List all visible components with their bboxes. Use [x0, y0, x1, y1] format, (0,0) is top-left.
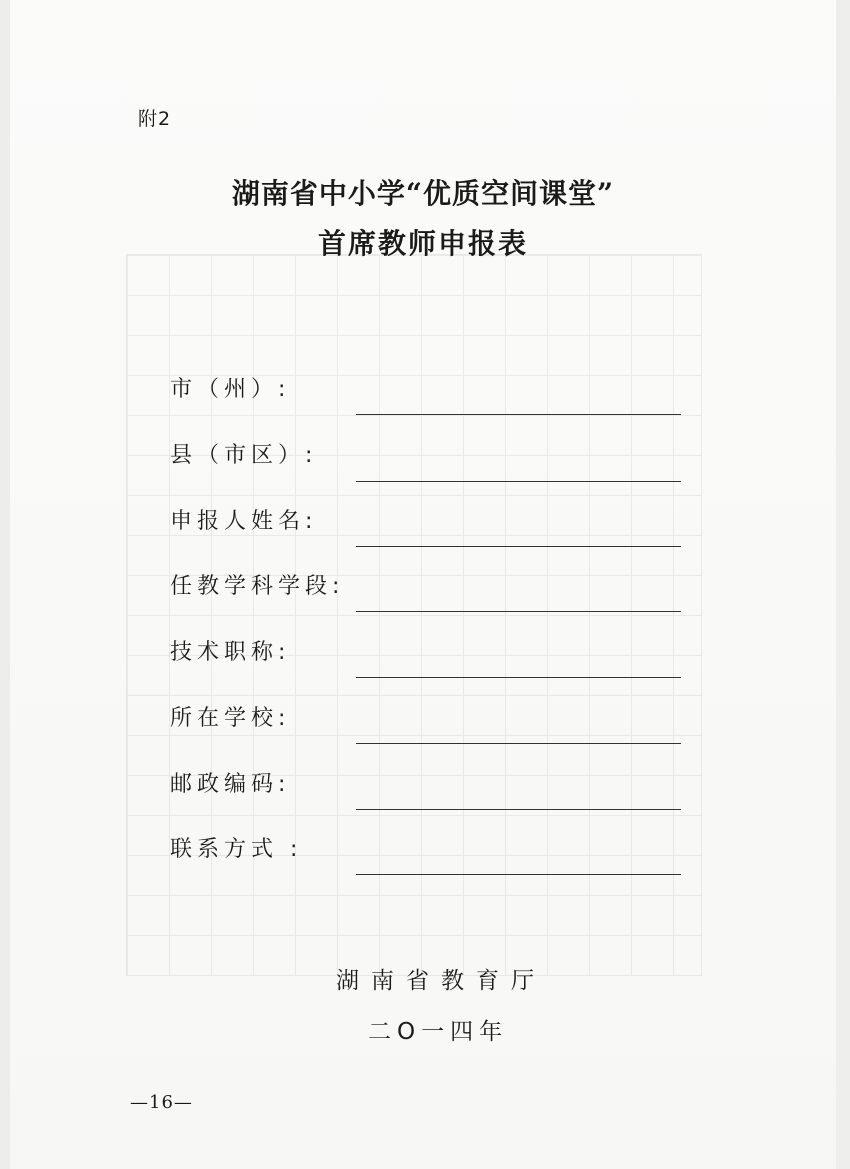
- attachment-label: 附2: [138, 108, 172, 130]
- issue-date: 二O一四年: [368, 1019, 509, 1045]
- contact-label: 联系方式 :: [170, 837, 303, 862]
- title-rank-label: 技术职称:: [170, 640, 291, 665]
- form-title-line1: 湖南省中小学“优质空间课堂”: [231, 177, 615, 210]
- applicant-name-field[interactable]: [356, 546, 681, 547]
- subject-stage-label: 任教学科学段:: [170, 574, 345, 599]
- contact-field[interactable]: [356, 874, 681, 875]
- city-field[interactable]: [356, 414, 681, 415]
- applicant-name-label: 申报人姓名:: [170, 509, 318, 534]
- page-number: —16—: [130, 1092, 193, 1113]
- postal-code-label: 邮政编码:: [170, 772, 291, 797]
- city-label: 市（州）:: [170, 377, 291, 402]
- bleed-through-table: [126, 254, 702, 976]
- form-title-line2: 首席教师申报表: [317, 227, 528, 260]
- postal-code-field[interactable]: [356, 809, 681, 810]
- school-field[interactable]: [356, 743, 681, 744]
- issuing-authority: 湖南省教育厅: [336, 968, 546, 994]
- subject-stage-field[interactable]: [356, 611, 681, 612]
- county-label: 县（市区）:: [170, 443, 318, 468]
- school-label: 所在学校:: [170, 706, 291, 731]
- county-field[interactable]: [356, 481, 681, 482]
- title-rank-field[interactable]: [356, 677, 681, 678]
